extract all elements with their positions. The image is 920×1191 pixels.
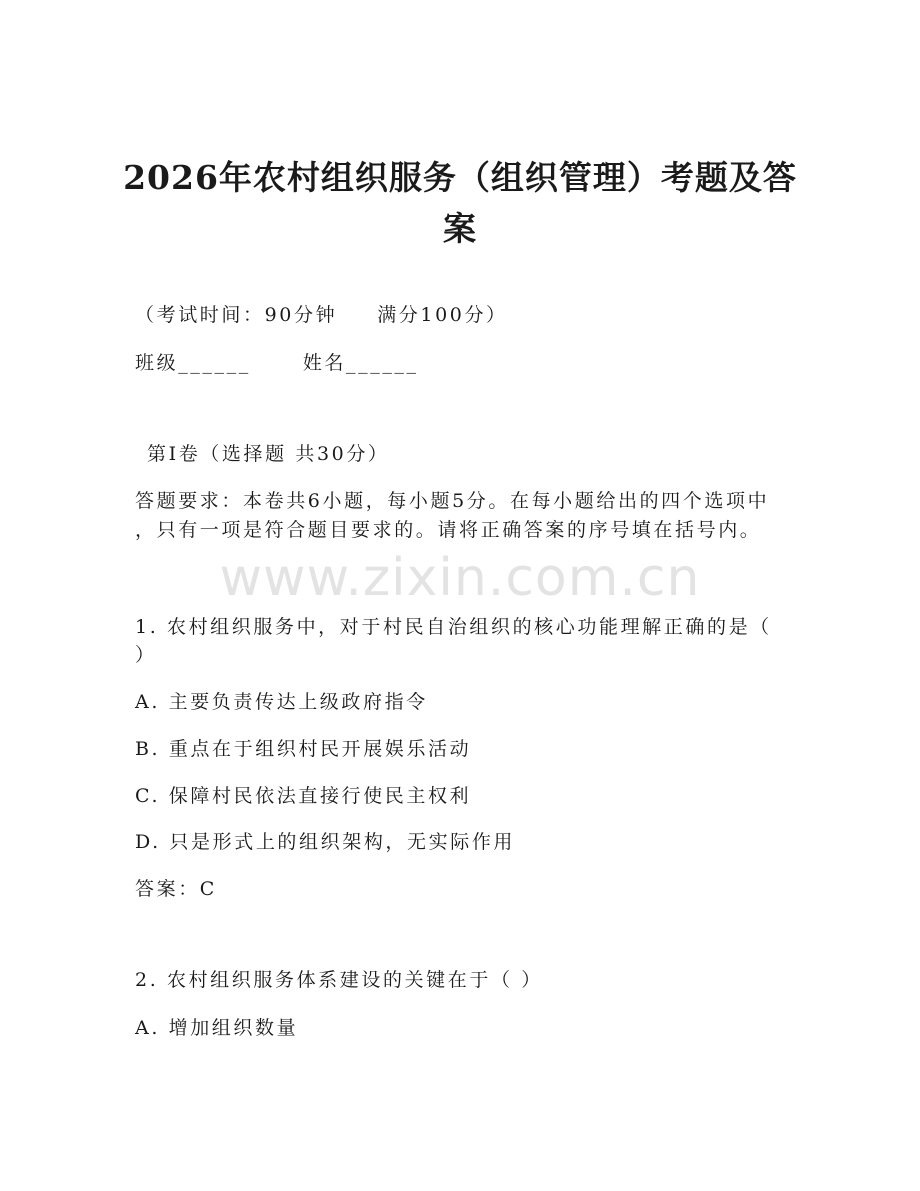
question-2-option-a: A. 增加组织数量 [135, 1017, 299, 1039]
class-field: 班级______ [135, 352, 251, 374]
name-field: 姓名______ [302, 352, 419, 374]
question-2-stem: 2. 农村组织服务体系建设的关键在于（ ） [135, 969, 543, 991]
question-1-stem-line-1: 1. 农村组织服务中，对于村民自治组织的核心功能理解正确的是（ [135, 616, 772, 638]
instructions-line-2: ，只有一项是符合题目要求的。请将正确答案的序号填在括号内。 [135, 519, 762, 541]
section-heading: 第Ⅰ卷（选择题 共30分） [147, 443, 390, 465]
question-1-option-c: C. 保障村民依法直接行使民主权利 [135, 785, 472, 807]
question-1-stem-line-2: ） [135, 644, 157, 666]
student-fields [135, 350, 419, 376]
page-title-line-2: 案 [443, 209, 477, 248]
question-1-answer: 答案：C [135, 878, 217, 900]
question-1-option-b: B. 重点在于组织村民开展娱乐活动 [135, 738, 472, 760]
page-title-line-1: 2026年农村组织服务（组织管理）考题及答 [123, 158, 797, 197]
exam-info [135, 302, 508, 328]
question-1-option-d: D. 只是形式上的组织架构，无实际作用 [135, 831, 516, 853]
exam-score: 满分100分） [377, 304, 508, 326]
watermark: www.zixin.com.cn [219, 548, 701, 608]
question-1-option-a: A. 主要负责传达上级政府指令 [135, 691, 428, 713]
exam-time: （考试时间：90分钟 [135, 304, 338, 326]
instructions-line-1: 答题要求：本卷共6小题，每小题5分。在每小题给出的四个选项中 [135, 490, 770, 512]
